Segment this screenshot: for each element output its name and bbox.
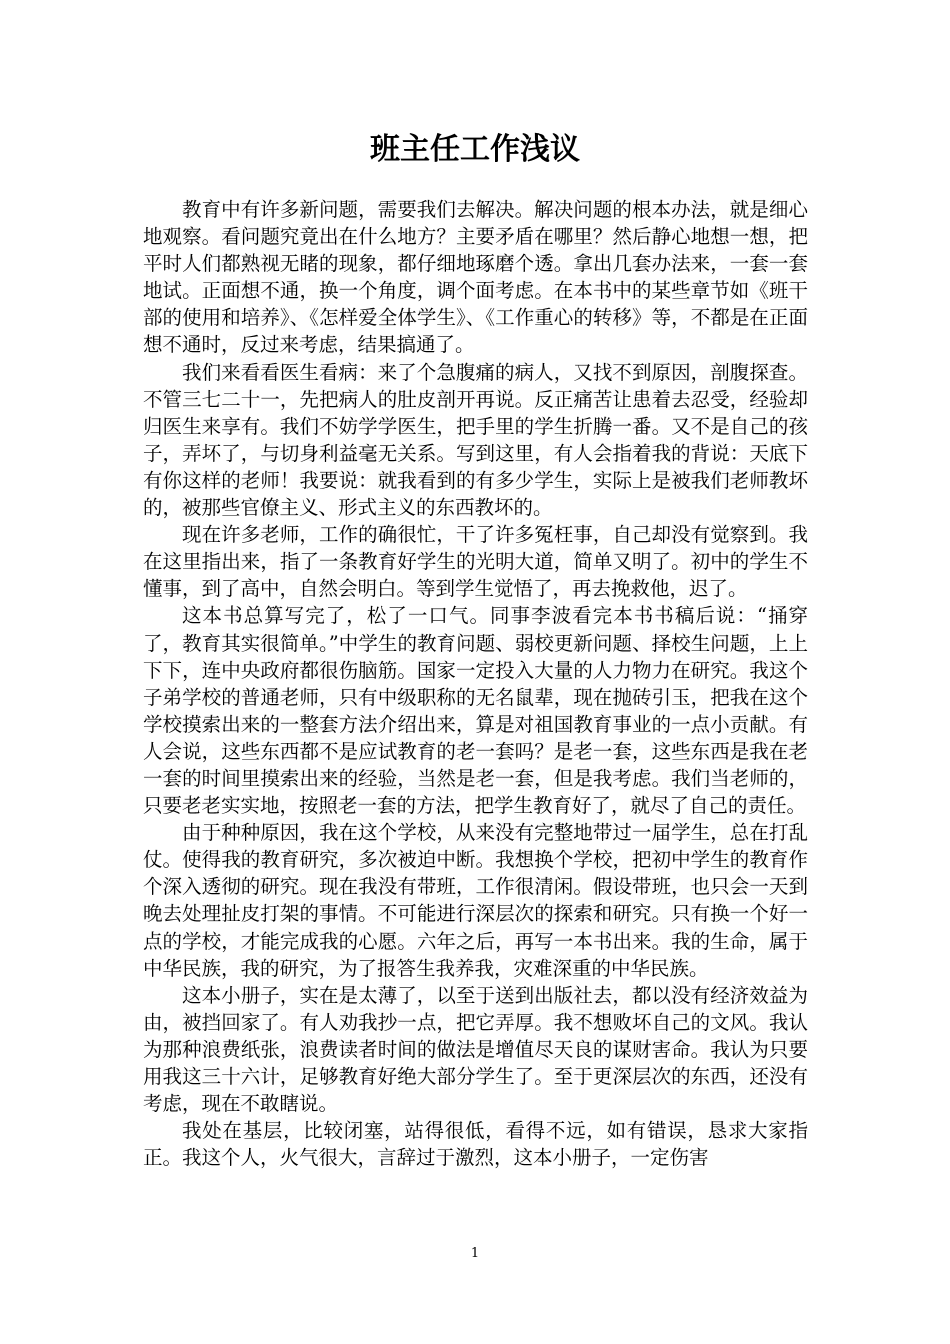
- paragraph: 由于种种原因，我在这个学校，从来没有完整地带过一届学生，总在打乱仗。使得我的教育研究，多次被迫中断。我想换个学校，把初中学生的教育作个深入透彻的研究。现在我没有带班，工作很清闲。假设带班，也只会一天到晚去处理扯皮打架的事情。不可能进行深层次的探索和研究。只有换一个好一点的学校，才能完成我的心愿。六年之后，再写一本书出来。我的生命，属于中华民族，我的研究，为了报答生我养我，灾难深重的中华民族。: [143, 821, 808, 980]
- paragraph: 现在许多老师，工作的确很忙，干了许多冤枉事，自己却没有觉察到。我在这里指出来，指了一条教育好学生的光明大道，简单又明了。初中的学生不懂事，到了高中，自然会明白。等到学生觉悟了，再去挽救他，迟了。: [143, 523, 808, 601]
- paragraph: 这本小册子，实在是太薄了，以至于送到出版社去，都以没有经济效益为由，被挡回家了。有人劝我抄一点，把它弄厚。我不想败坏自己的文风。我认为那种浪费纸张，浪费读者时间的做法是增值尽天良的谋财害命。我认为只要用我这三十六计，足够教育好绝大部分学生了。至于更深层次的东西，还没有考虑，现在不敢瞎说。: [143, 983, 808, 1116]
- page-number: 1: [470, 1246, 480, 1261]
- paragraph: 我处在基层，比较闭塞，站得很低，看得不远，如有错误，恳求大家指正。我这个人，火气很大，言辞过于激烈，这本小册子，一定伤害: [143, 1119, 808, 1170]
- paragraph: 我们来看看医生看病：来了个急腹痛的病人，又找不到原因，剖腹探查。不管三七二十一，先把病人的肚皮剖开再说。反正痛苦让患着去忍受，经验却归医生来享有。我们不妨学学医生，把手里的学生折腾一番。又不是自己的孩子，弄坏了，与切身利益毫无关系。写到这里，有人会指着我的背说：天底下有你这样的老师！我要说：就我看到的有多少学生，实际上是被我们老师教坏的，被那些官僚主义、形式主义的东西教坏的。: [143, 360, 808, 520]
- document-title: 班主任工作浅议: [370, 132, 580, 167]
- paragraph: 这本书总算写完了，松了一口气。同事李波看完本书书稿后说：“捅穿了，教育其实很简单。”中学生的教育问题、弱校更新问题、择校生问题，上上下下，连中央政府都很伤脑筋。国家一定投入大量的人力物力在研究。我这个子弟学校的普通老师，只有中级职称的无名鼠辈，现在抛砖引玉，把我在这个学校摸索出来的一整套方法介绍出来，算是对祖国教育事业的一点小贡献。有人会说，这些东西都不是应试教育的老一套吗？是老一套，这些东西是我在老一套的时间里摸索出来的经验，当然是老一套，但是我考虑。我们当老师的，只要老老实实地，按照老一套的方法，把学生教育好了，就尽了自己的责任。: [143, 604, 808, 818]
- document-body: [143, 196, 808, 1171]
- paragraph: 教育中有许多新问题，需要我们去解决。解决问题的根本办法，就是细心地观察。看问题究竟出在什么地方？主要矛盾在哪里？然后静心地想一想，把平时人们都熟视无睹的现象，都仔细地琢磨个透。拿出几套办法来，一套一套地试。正面想不通，换一个角度，调个面考虑。在本书中的某些章节如《班干部的使用和培养》、《怎样爱全体学生》、《工作重心的转移》等，不都是在正面想不通时，反过来考虑，结果搞通了。: [143, 198, 808, 357]
